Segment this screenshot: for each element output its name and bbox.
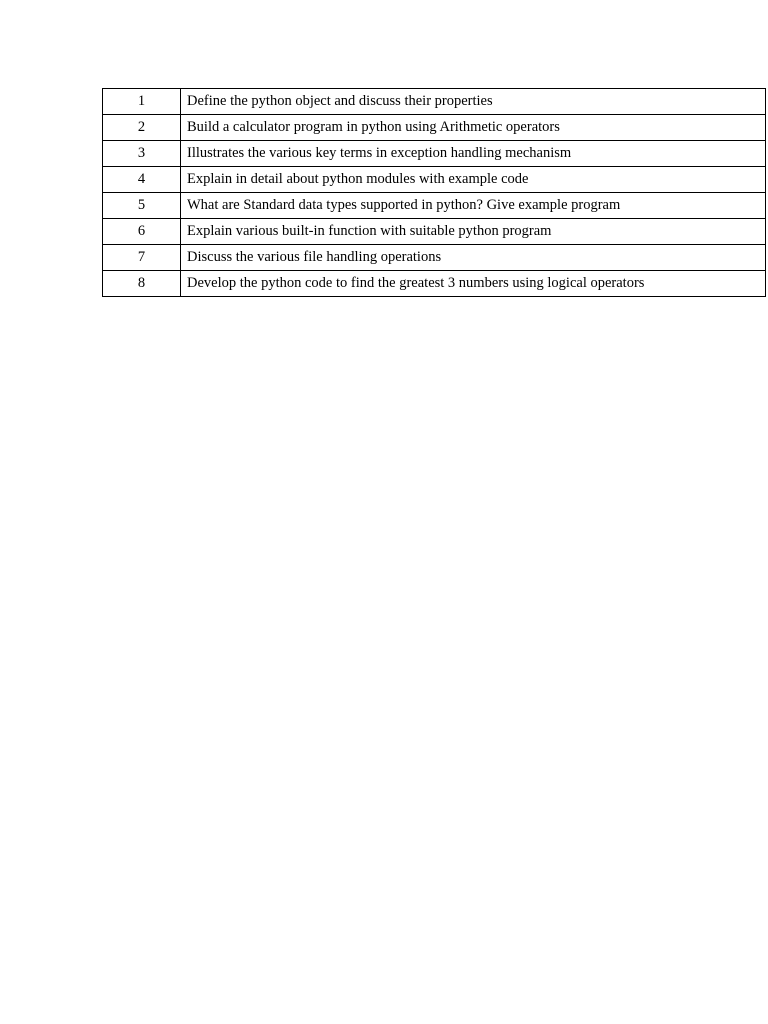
question-text: Develop the python code to find the greatest 3 numbers using logical operators xyxy=(181,271,766,297)
table-row xyxy=(103,167,766,193)
question-number: 5 xyxy=(103,193,181,219)
question-number: 2 xyxy=(103,115,181,141)
question-text: Illustrates the various key terms in exception handling mechanism xyxy=(181,141,766,167)
question-number: 7 xyxy=(103,245,181,271)
question-number: 4 xyxy=(103,167,181,193)
question-number: 8 xyxy=(103,271,181,297)
table-row xyxy=(103,141,766,167)
question-number: 1 xyxy=(103,89,181,115)
question-text: Explain in detail about python modules with example code xyxy=(181,167,766,193)
table-row xyxy=(103,271,766,297)
question-number: 3 xyxy=(103,141,181,167)
question-number: 6 xyxy=(103,219,181,245)
question-text: Discuss the various file handling operations xyxy=(181,245,766,271)
questions-table-body xyxy=(103,89,766,297)
table-row xyxy=(103,115,766,141)
table-row xyxy=(103,219,766,245)
table-row xyxy=(103,193,766,219)
question-text: Explain various built-in function with suitable python program xyxy=(181,219,766,245)
question-text: Define the python object and discuss their properties xyxy=(181,89,766,115)
table-row xyxy=(103,245,766,271)
question-text: Build a calculator program in python using Arithmetic operators xyxy=(181,115,766,141)
table-row xyxy=(103,89,766,115)
questions-table xyxy=(102,88,766,297)
question-text: What are Standard data types supported in python? Give example program xyxy=(181,193,766,219)
